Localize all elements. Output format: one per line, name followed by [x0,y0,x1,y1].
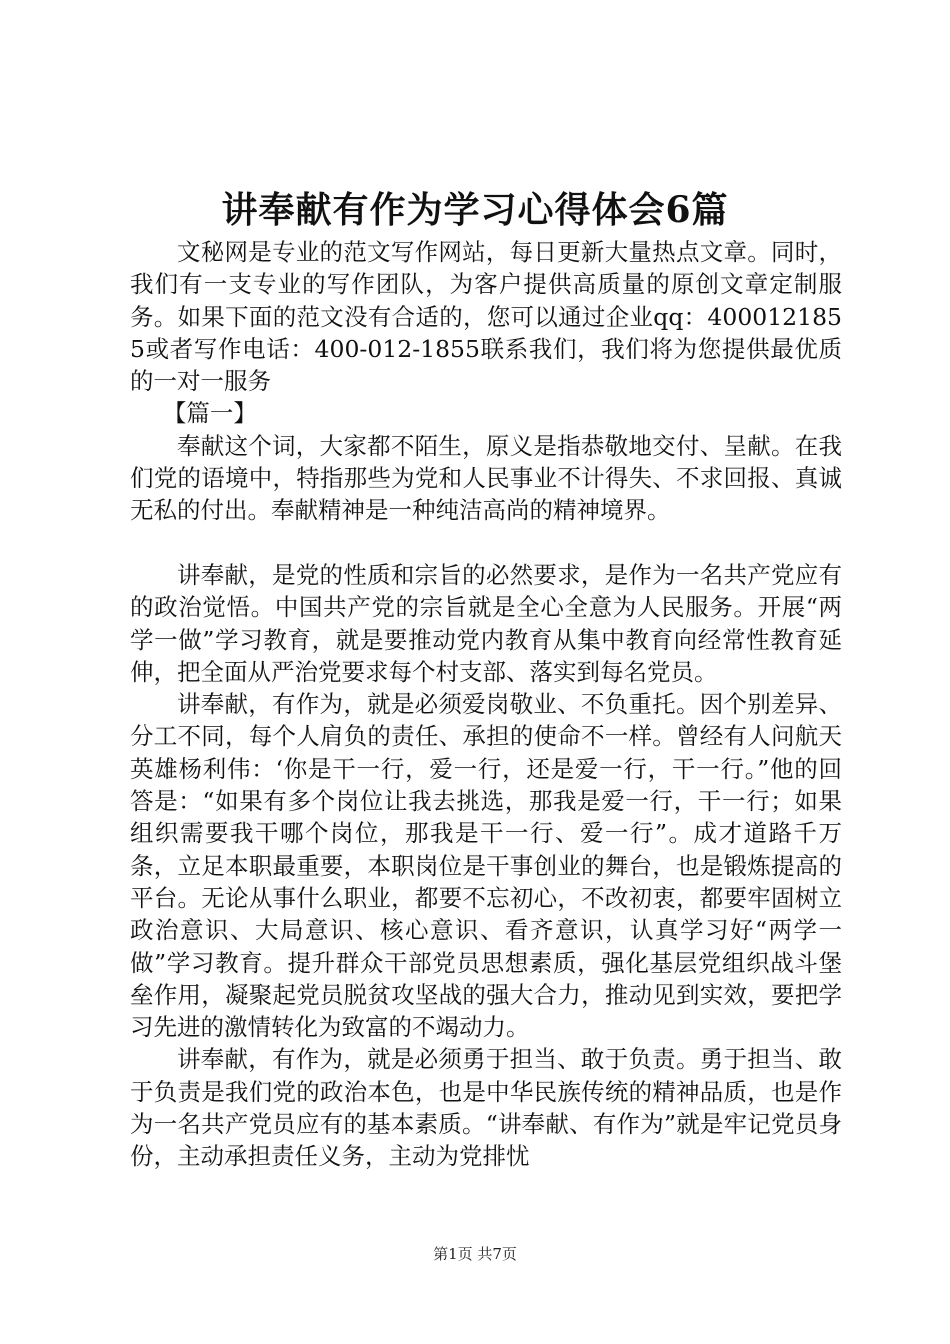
document-body [130,236,842,1173]
section-heading: 【篇一】 [162,399,257,428]
body-paragraph-3: 讲奉献，有作为，就是必须爱岗敬业、不负重托。因个别差异、分工不同，每个人肩负的责任、承担的使命不一样。曾经有人问航天英雄杨利伟：‘你是干一行，爱一行，还是爱一行，干一行。”他的回答是：“如果有多个岗位让我去挑选，那我是爱一行，干一行；如果组织需要我干哪个岗位，那我是干一行、爱一行”。成才道路千万条，立足本职最重要，本职岗位是干事创业的舞台，也是锻炼提高的平台。无论从事什么职业，都要不忘初心，不改初衷，都要牢固树立政治意识、大局意识、核心意识、看齐意识，认真学习好“两学一做”学习教育。提升群众干部党员思想素质，强化基层党组织战斗堡垒作用，凝聚起党员脱贫攻坚战的强大合力，推动见到实效，要把学习先进的激情转化为致富的不竭动力。 [130,690,842,1042]
document-title: 讲奉献有作为学习心得体会6篇 [221,189,729,231]
intro-paragraph: 文秘网是专业的范文写作网站，每日更新大量热点文章。同时，我们有一支专业的写作团队，为客户提供高质量的原创文章定制服务。如果下面的范文没有合适的，您可以通过企业qq：4000121855或者写作电话：400-012-1855联系我们，我们将为您提供最优质的一对一服务 [130,238,842,396]
body-paragraph-1: 奉献这个词，大家都不陌生，原义是指恭敬地交付、呈献。在我们党的语境中，特指那些为党和人民事业不计得失、不求回报、真诚无私的付出。奉献精神是一种纯洁高尚的精神境界。 [130,431,842,525]
body-paragraph-4: 讲奉献，有作为，就是必须勇于担当、敢于负责。勇于担当、敢于负责是我们党的政治本色，也是中华民族传统的精神品质，也是作为一名共产党员应有的基本素质。“讲奉献、有作为”就是牢记党员身份，主动承担责任义务，主动为党排忧 [130,1045,842,1171]
body-paragraph-2: 讲奉献，是党的性质和宗旨的必然要求，是作为一名共产党应有的政治觉悟。中国共产党的宗旨就是全心全意为人民服务。开展“两学一做”学习教育，就是要推动党内教育从集中教育向经常性教育延伸，把全面从严治党要求每个村支部、落实到每名党员。 [130,560,842,686]
page-number-footer: 第1页 共7页 [433,1245,517,1263]
